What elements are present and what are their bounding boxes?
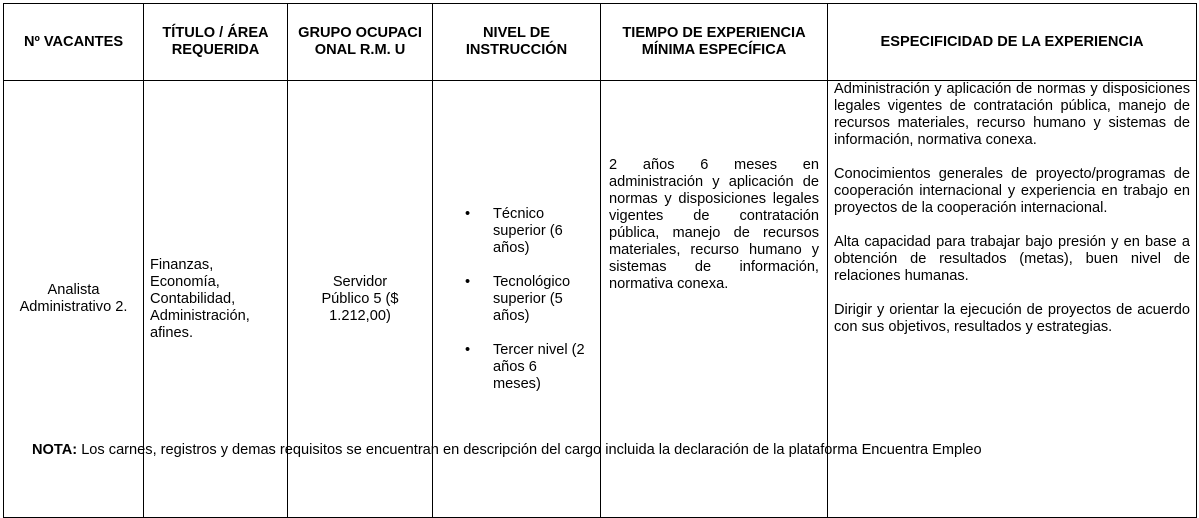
especificidad-paragraph: Dirigir y orientar la ejecución de proyectos de acuerdo con sus objetivos, resultados y estrategias. — [834, 302, 1190, 335]
list-item: • Técnico superior (6 años) — [493, 206, 600, 257]
grupo-text: Servidor Público 5 ($ 1.212,00) — [321, 273, 399, 324]
footnote-text: Los carnes, registros y demas requisitos se encuentran en descripción del cargo incluida la declaración de la plataforma Encuentra Empleo — [81, 442, 982, 458]
cell-vacantes: Analista Administrativo 2. — [4, 81, 144, 518]
especificidad-paragraph: Alta capacidad para trabajar bajo presión y en base a obtención de resultados (metas), buen nivel de relaciones humanas. — [834, 234, 1190, 284]
nivel-list — [433, 206, 600, 393]
footnote — [32, 442, 982, 458]
header-vacantes: Nº VACANTES — [4, 4, 144, 81]
header-row — [4, 4, 1197, 81]
header-nivel: NIVEL DE INSTRUCCIÓN — [433, 4, 601, 81]
especificidad-paragraph: Conocimientos generales de proyecto/programas de cooperación internacional y experiencia en trabajo en proyectos de la cooperación internacional. — [834, 166, 1190, 216]
header-grupo: GRUPO OCUPACIONAL R.M. U — [288, 4, 433, 81]
job-table — [3, 3, 1197, 518]
especificidad-paragraph: Administración y aplicación de normas y disposiciones legales vigentes de contratación pública, manejo de recursos materiales, recurso humano y sistemas de información, normativa conexa. — [834, 81, 1190, 148]
cell-tiempo: 2 años 6 meses en administración y aplicación de normas y disposiciones legales vigentes de contratación pública, manejo de recursos materiales, recurso humano y sistemas de información, normativa conexa. — [601, 81, 828, 518]
footnote-label: NOTA: — [32, 442, 78, 458]
header-titulo: TÍTULO / ÁREA REQUERIDA — [144, 4, 288, 81]
cell-titulo: Finanzas, Economía, Contabilidad, Administración, afines. — [144, 81, 288, 518]
list-item: • Tercer nivel (2 años 6 meses) — [493, 342, 600, 393]
list-item: • Tecnológico superior (5 años) — [493, 274, 600, 325]
header-tiempo: TIEMPO DE EXPERIENCIA MÍNIMA ESPECÍFICA — [601, 4, 828, 81]
header-especificidad: ESPECIFICIDAD DE LA EXPERIENCIA — [828, 4, 1197, 81]
